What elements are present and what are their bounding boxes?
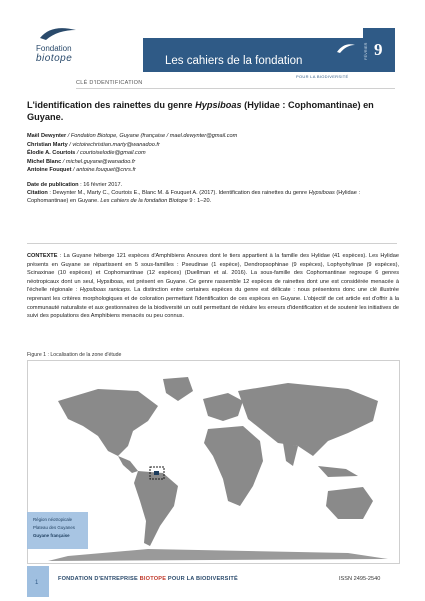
author-list bbox=[27, 132, 237, 175]
logo-fondation-text: Fondation bbox=[36, 44, 72, 53]
footer-foundation-text: FONDATION D'ENTREPRISE BIOTOPE POUR LA BIODIVERSITÉ bbox=[58, 576, 238, 582]
banner-bird-icon bbox=[336, 42, 356, 54]
footer-issn: ISSN 2495-2540 bbox=[339, 576, 381, 582]
series-title: Les cahiers de la fondation bbox=[165, 55, 303, 67]
figure-caption: Figure 1 : Localisation de la zone d'étude bbox=[27, 352, 122, 358]
header-divider bbox=[76, 88, 395, 89]
author-line: Élodie A. Courtois / courtoiselodie@gmail.com bbox=[27, 150, 146, 156]
legend-item: Plateau des Guyanes bbox=[33, 525, 75, 530]
publication-date: Date de publication : 16 février 2017. bbox=[27, 182, 123, 188]
article-title: L'identification des rainettes du genre Hypsiboas (Hylidae : Cophomantinae) en Guyane. bbox=[27, 100, 374, 122]
logo-biotope-text: biotope bbox=[36, 53, 73, 64]
legend-item: Région néotropicale bbox=[33, 517, 73, 522]
legend-item: Guyane française bbox=[33, 533, 70, 538]
author-line: Antoine Fouquet / antoine.fouquet@cnrs.fr bbox=[27, 167, 136, 173]
citation: Citation : Dewynter M., Marty C., Courtois E., Blanc M. & Fouquet A. (2017). Identification des rainettes du genre Hypsiboas (Hylidae : Cophomantinae) en Guyane. Les cahiers de la fondation Biotope 9 : 1–20. bbox=[27, 190, 360, 205]
fondation-logo-bird-icon bbox=[38, 24, 78, 42]
page-number: 1 bbox=[35, 580, 39, 586]
author-line: Maël Dewynter / Fondation Biotope, Guyane (française / mael.dewynter@gmail.com bbox=[27, 133, 238, 139]
context-paragraph: CONTEXTE : La Guyane héberge 121 espèces d'Amphibiens Anoures dont le tiers appartient à la famille des Hylidae (41 espèces). Les Hylidae présents en Guyane se répartissent en 5 sous-familles : Pseudinae (1 espèce), Dendropsophinae (9 espèces), Lophyohylinae (9 espèces), Scinaxinae (10 espèces) et Cophomantinae (12 espèces) (Duellman et al. 2016). La sous-famille des Cophomantinae regroupe 6 genres néotropicaux dont un seul, Hypsiboas, est présent en Guyane. Ce genre rassemble 12 espèces de rainettes dont une est considérée menacée à l'échelle régionale : Hypsiboas raniceps. La distinction entre certaines espèces du genre est délicate : nous présentons donc une clé illustrée reprenant les critères morphologiques et de coloration permettant l'identification de ces espèces en Guyane. L'objectif de cet article est d'offrir à la communauté naturaliste et aux gestionnaires de la biodiversité un outil permettant de réduire les erreurs d'identification et de soutenir les initiatives de suivi des populations des Amphibiens menacés ou peu connus. bbox=[27, 253, 399, 320]
issue-month: FÉVRIER bbox=[363, 42, 368, 60]
author-line: Michel Blanc / michel.guyane@wanadoo.fr bbox=[27, 158, 136, 165]
author-line: Christian Marty / victoirechristian.marty@wanadoo.fr bbox=[27, 141, 160, 148]
issue-number: 9 bbox=[374, 40, 383, 59]
section-label: CLÉ D'IDENTIFICATION bbox=[76, 80, 143, 86]
series-subtitle: POUR LA BIODIVERSITÉ bbox=[296, 74, 349, 79]
section-divider bbox=[27, 243, 397, 244]
page-header bbox=[0, 0, 425, 79]
study-zone-highlight bbox=[154, 471, 159, 475]
publication-meta bbox=[27, 181, 397, 206]
